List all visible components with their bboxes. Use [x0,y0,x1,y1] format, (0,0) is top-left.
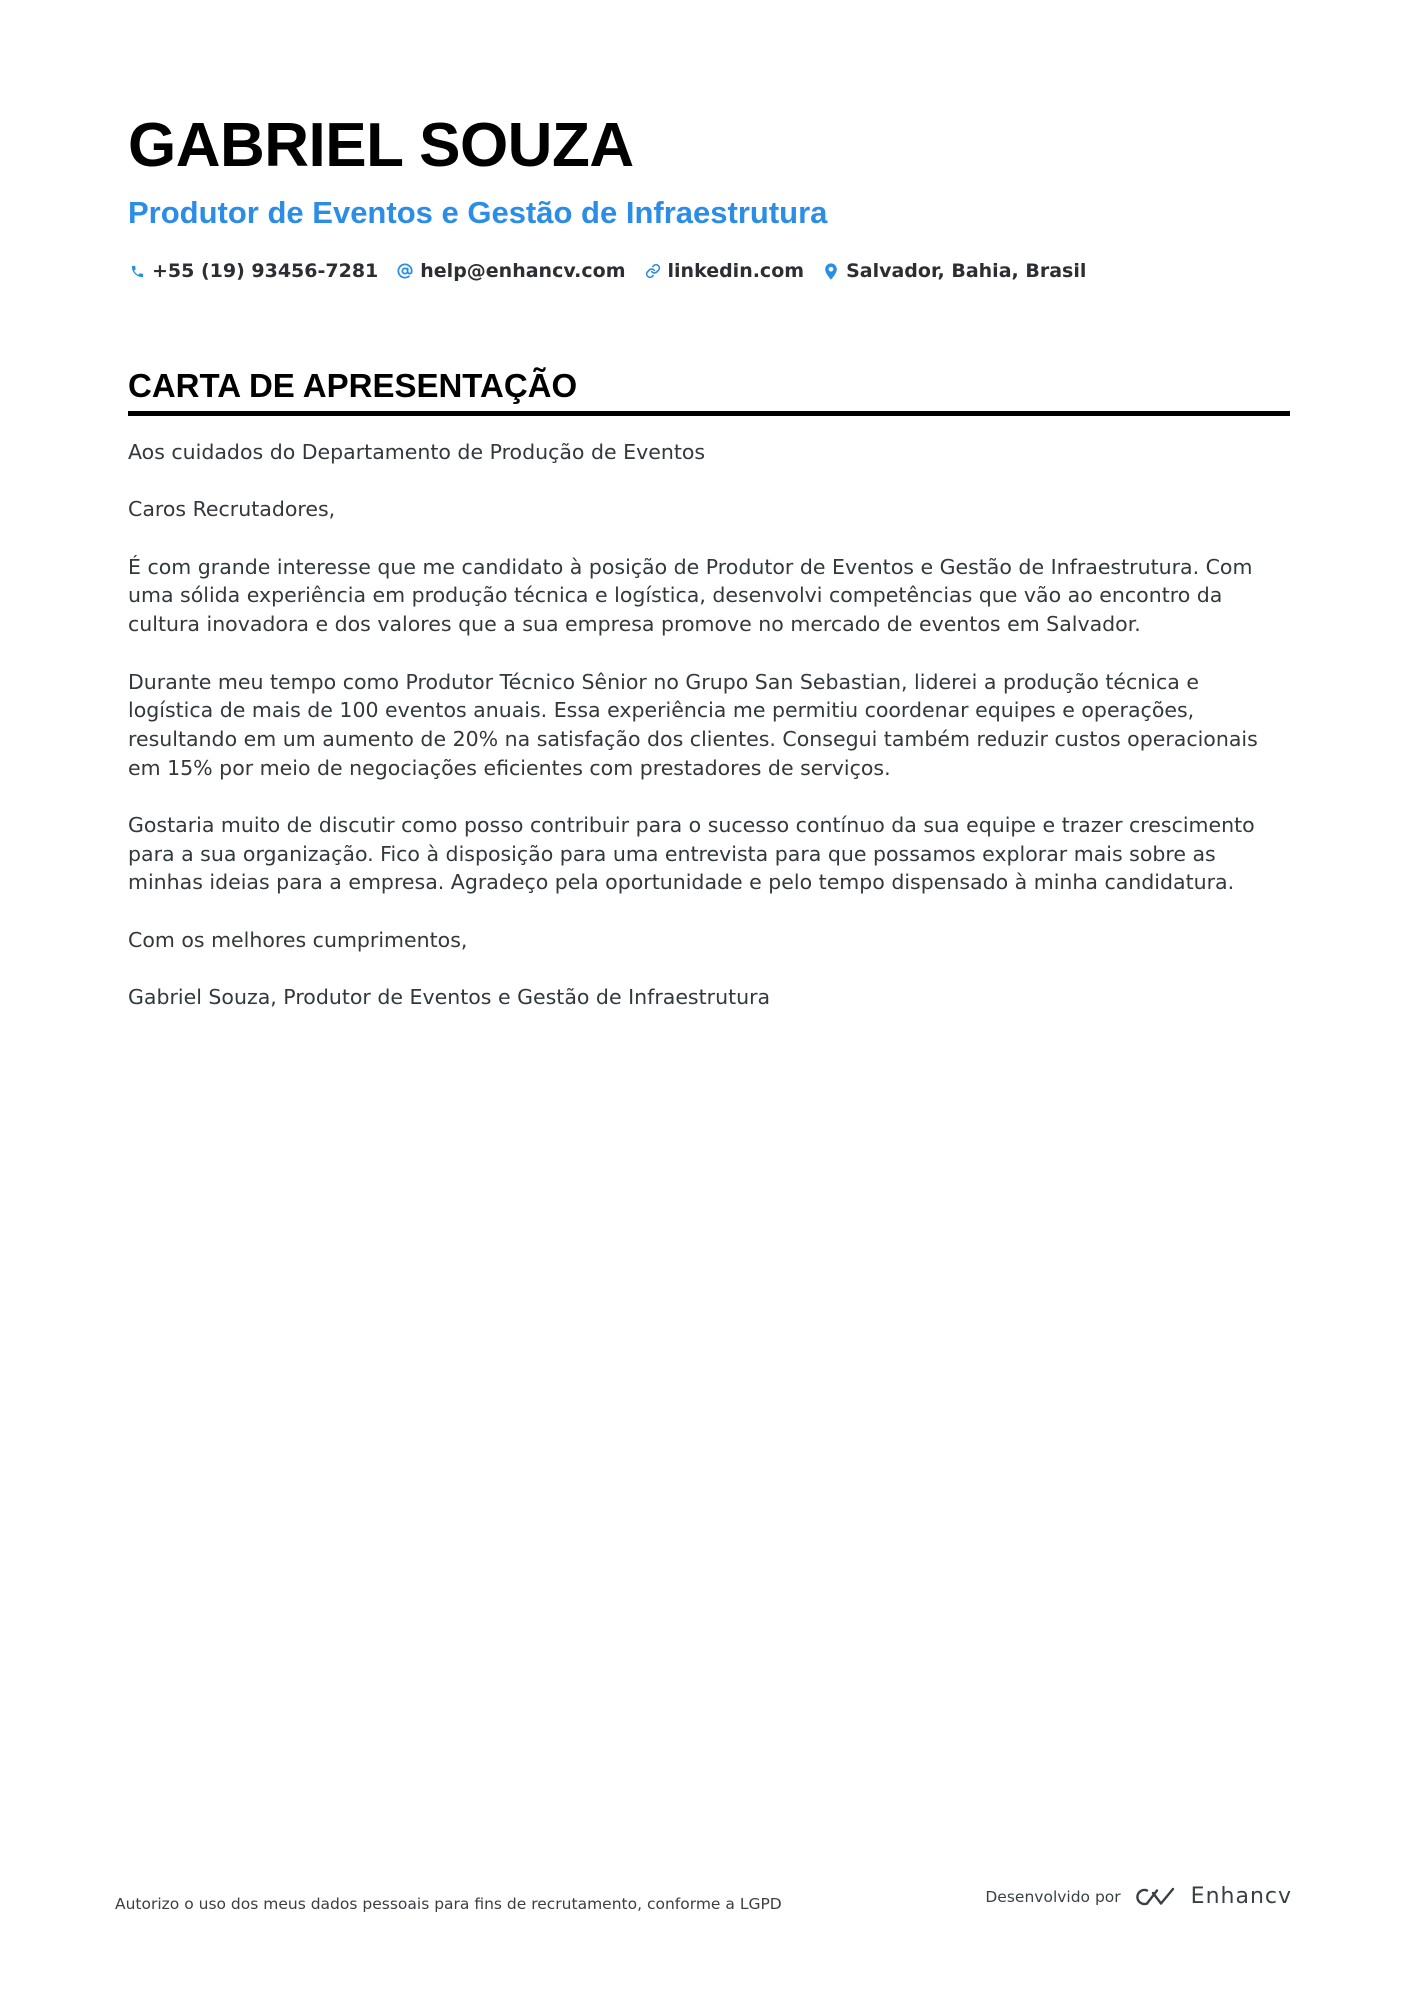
enhancv-logo-icon [1133,1885,1179,1909]
contact-linkedin-text[interactable]: linkedin.com [667,260,805,282]
phone-icon [128,262,146,280]
section-title: CARTA DE APRESENTAÇÃO [128,365,1290,416]
brand-name: Enhancv [1190,1884,1292,1909]
contact-linkedin[interactable] [644,260,805,282]
contact-location-text: Salvador, Bahia, Brasil [846,260,1087,282]
letter-paragraph: É com grande interesse que me candidato à posição de Produtor de Eventos e Gestão de Infraestrutura. Com uma sólida experiência em produção técnica e logística, desenvolvi competências que vão ao encontro da cultura inovadora e dos valores que a sua empresa promove no mercado de eventos em Salvador. [128,554,1253,637]
contact-bar [128,260,1290,282]
contact-email-text[interactable]: help@enhancv.com [420,260,626,282]
consent-note: Autorizo o uso dos meus dados pessoais para fins de recrutamento, conforme a LGPD [115,1895,782,1913]
candidate-role: Produtor de Eventos e Gestão de Infraestrutura [128,195,828,230]
contact-location [822,260,1086,282]
cover-letter-section [128,365,1290,1041]
link-icon [644,262,662,280]
developed-by [985,1884,1292,1909]
location-pin-icon [822,262,840,280]
contact-phone-text: +55 (19) 93456-7281 [152,260,379,282]
contact-phone [128,260,378,282]
at-icon [396,262,414,280]
letter-body [128,438,1290,1012]
letter-closing: Com os melhores cumprimentos, [128,927,468,952]
letter-greeting: Caros Recrutadores, [128,497,336,522]
resume-header [128,110,1290,282]
letter-paragraph: Gostaria muito de discutir como posso contribuir para o sucesso contínuo da sua equipe e trazer crescimento para a sua organização. Fico à disposição para uma entrevista para que possamos explorar mais sobre as minhas ideias para a empresa. Agradeço pela oportunidade e pelo tempo dispensado à minha candidatura. [128,813,1255,895]
letter-attention: Aos cuidados do Departamento de Produção de Eventos [128,440,706,464]
candidate-name: GABRIEL SOUZA [128,111,634,180]
letter-signature: Gabriel Souza, Produtor de Eventos e Gestão de Infraestrutura [128,985,771,1010]
letter-paragraph: Durante meu tempo como Produtor Técnico Sênior no Grupo San Sebastian, liderei a produção técnica e logística de mais de 100 eventos anuais. Essa experiência me permitiu coordenar equipes e operações, resultando em um aumento de 20% na satisfação dos clientes. Consegui também reduzir custos operacionais em 15% por meio de negociações eficientes com prestadores de serviços. [128,669,1258,780]
contact-email[interactable] [396,260,625,282]
developed-by-label: Desenvolvido por [985,1887,1121,1906]
